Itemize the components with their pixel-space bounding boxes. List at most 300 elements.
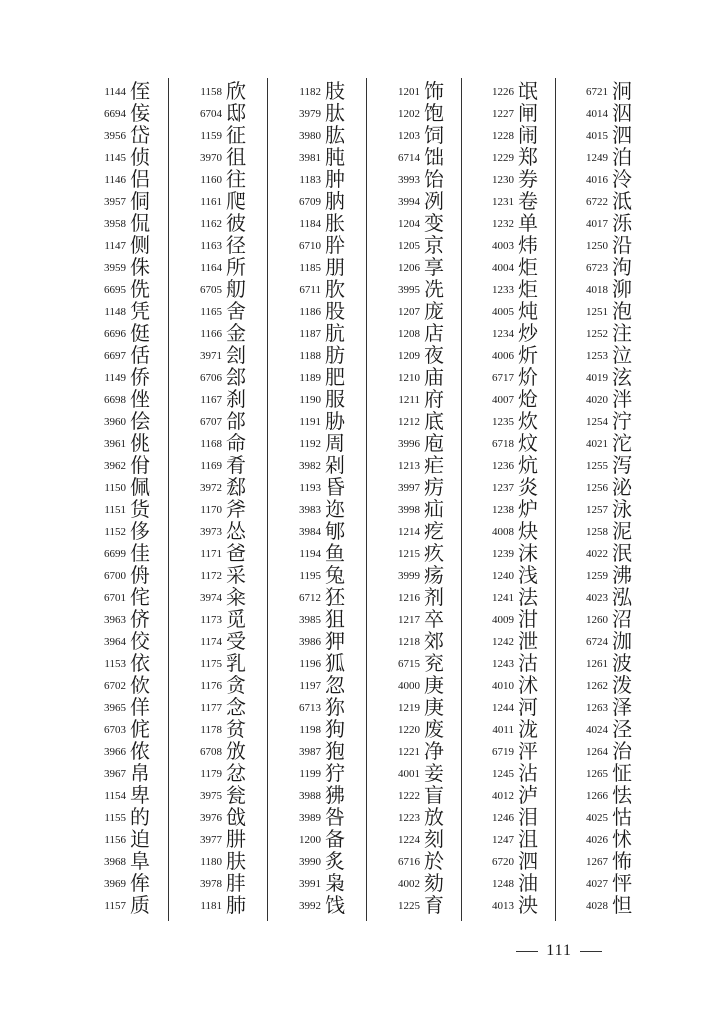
entry-number: 1202 — [398, 108, 420, 120]
character-entry — [279, 696, 375, 718]
character-entry — [279, 388, 375, 410]
character-entry — [472, 762, 568, 784]
entry-character: 泔 — [518, 607, 538, 631]
entry-character: 废 — [424, 717, 444, 741]
entry-character: 郊 — [424, 629, 444, 653]
character-entry — [279, 454, 375, 476]
entry-number: 1203 — [398, 130, 420, 142]
character-entry — [472, 344, 568, 366]
entry-number: 1159 — [200, 130, 222, 142]
character-entry — [378, 168, 474, 190]
character-entry — [378, 432, 474, 454]
entry-character: 金 — [226, 321, 246, 345]
entry-number: 3961 — [104, 438, 126, 450]
character-entry — [566, 872, 662, 894]
character-entry — [180, 278, 276, 300]
entry-number: 1181 — [200, 900, 222, 912]
entry-character: 怔 — [612, 761, 632, 785]
character-entry — [84, 762, 180, 784]
character-entry — [472, 850, 568, 872]
entry-number: 4005 — [492, 306, 514, 318]
entry-number: 1211 — [398, 394, 420, 406]
entry-number: 1197 — [299, 680, 321, 692]
character-column-3 — [279, 80, 375, 930]
entry-character: 佯 — [130, 695, 150, 719]
entry-character: 泱 — [518, 893, 538, 917]
character-entry — [84, 300, 180, 322]
entry-number: 1147 — [104, 240, 126, 252]
entry-number: 1182 — [299, 86, 321, 98]
character-entry — [472, 432, 568, 454]
character-entry — [378, 520, 474, 542]
entry-character: 狗 — [325, 717, 345, 741]
entry-number: 1257 — [586, 504, 608, 516]
entry-number: 6702 — [104, 680, 126, 692]
entry-character: 油 — [518, 871, 538, 895]
character-entry — [472, 564, 568, 586]
entry-number: 6694 — [104, 108, 126, 120]
character-entry — [378, 300, 474, 322]
character-entry — [180, 630, 276, 652]
character-entry — [180, 718, 276, 740]
character-entry — [84, 212, 180, 234]
entry-number: 1151 — [104, 504, 126, 516]
character-entry — [279, 828, 375, 850]
entry-number: 3974 — [200, 592, 222, 604]
character-entry — [566, 674, 662, 696]
entry-character: 盲 — [424, 783, 444, 807]
entry-character: 浅 — [518, 563, 538, 587]
entry-number: 1267 — [586, 856, 608, 868]
entry-number: 1245 — [492, 768, 514, 780]
entry-number: 4022 — [586, 548, 608, 560]
character-entry — [84, 256, 180, 278]
entry-number: 4014 — [586, 108, 608, 120]
entry-character: 迫 — [130, 827, 150, 851]
entry-number: 1265 — [586, 768, 608, 780]
entry-number: 1169 — [200, 460, 222, 472]
character-entry — [566, 894, 662, 916]
entry-character: 泥 — [612, 519, 632, 543]
entry-number: 4024 — [586, 724, 608, 736]
entry-number: 1217 — [398, 614, 420, 626]
entry-number: 1155 — [104, 812, 126, 824]
entry-character: 育 — [424, 893, 444, 917]
entry-number: 3965 — [104, 702, 126, 714]
entry-number: 1146 — [104, 174, 126, 186]
character-entry — [472, 454, 568, 476]
entry-number: 1190 — [299, 394, 321, 406]
character-entry — [472, 124, 568, 146]
entry-character: 贪 — [226, 673, 246, 697]
character-entry — [84, 696, 180, 718]
entry-number: 3957 — [104, 196, 126, 208]
character-entry — [279, 190, 375, 212]
entry-character: 於 — [424, 849, 444, 873]
entry-character: 籴 — [226, 585, 246, 609]
entry-number: 1196 — [299, 658, 321, 670]
character-entry — [279, 344, 375, 366]
entry-number: 3985 — [299, 614, 321, 626]
character-entry — [84, 476, 180, 498]
entry-number: 3995 — [398, 284, 420, 296]
entry-character: 炌 — [518, 365, 538, 389]
entry-number: 3963 — [104, 614, 126, 626]
entry-number: 1184 — [299, 218, 321, 230]
entry-character: 肤 — [226, 849, 246, 873]
character-entry — [180, 476, 276, 498]
character-entry — [180, 608, 276, 630]
entry-character: 狐 — [325, 651, 345, 675]
entry-number: 1168 — [200, 438, 222, 450]
entry-character: 疙 — [424, 519, 444, 543]
entry-character: 肢 — [325, 79, 345, 103]
entry-number: 6710 — [299, 240, 321, 252]
character-entry — [84, 80, 180, 102]
entry-character: 河 — [518, 695, 538, 719]
entry-number: 1261 — [586, 658, 608, 670]
character-entry — [378, 256, 474, 278]
entry-number: 6714 — [398, 152, 420, 164]
character-entry — [566, 190, 662, 212]
character-entry — [84, 674, 180, 696]
character-entry — [279, 652, 375, 674]
entry-character: 邸 — [226, 101, 246, 125]
character-column-6 — [566, 80, 662, 930]
character-entry — [378, 322, 474, 344]
character-entry — [84, 740, 180, 762]
character-entry — [378, 344, 474, 366]
entry-number: 3966 — [104, 746, 126, 758]
entry-character: 泗 — [612, 123, 632, 147]
entry-number: 1251 — [586, 306, 608, 318]
entry-number: 4012 — [492, 790, 514, 802]
character-entry — [84, 828, 180, 850]
entry-number: 1185 — [299, 262, 321, 274]
entry-number: 1210 — [398, 372, 420, 384]
entry-character: 放 — [424, 805, 444, 829]
character-entry — [279, 498, 375, 520]
character-entry — [378, 212, 474, 234]
entry-number: 3979 — [299, 108, 321, 120]
entry-character: 兖 — [424, 651, 444, 675]
entry-character: 泻 — [612, 453, 632, 477]
entry-number: 3980 — [299, 130, 321, 142]
entry-character: 泮 — [612, 387, 632, 411]
entry-character: 侔 — [130, 871, 150, 895]
entry-number: 1212 — [398, 416, 420, 428]
entry-character: 狎 — [325, 629, 345, 653]
entry-number: 1248 — [492, 878, 514, 890]
character-entry — [566, 784, 662, 806]
character-entry — [472, 300, 568, 322]
entry-number: 3983 — [299, 504, 321, 516]
character-entry — [180, 542, 276, 564]
entry-character: 胀 — [325, 211, 345, 235]
entry-number: 6701 — [104, 592, 126, 604]
entry-number: 6716 — [398, 856, 420, 868]
entry-character: 侂 — [130, 717, 150, 741]
character-entry — [279, 630, 375, 652]
entry-number: 1180 — [200, 856, 222, 868]
entry-number: 1218 — [398, 636, 420, 648]
character-entry — [566, 542, 662, 564]
entry-number: 4017 — [586, 218, 608, 230]
entry-number: 1148 — [104, 306, 126, 318]
entry-character: 凭 — [130, 299, 150, 323]
entry-number: 6703 — [104, 724, 126, 736]
character-column-2 — [180, 80, 276, 930]
character-entry — [472, 146, 568, 168]
entry-character: 泳 — [612, 497, 632, 521]
character-entry — [472, 740, 568, 762]
character-entry — [84, 322, 180, 344]
entry-number: 1183 — [299, 174, 321, 186]
character-entry — [180, 520, 276, 542]
entry-character: 彼 — [226, 211, 246, 235]
entry-character: 采 — [226, 563, 246, 587]
character-entry — [84, 278, 180, 300]
entry-character: 肴 — [226, 453, 246, 477]
entry-number: 1157 — [104, 900, 126, 912]
entry-number: 1253 — [586, 350, 608, 362]
entry-character: 卒 — [424, 607, 444, 631]
entry-number: 1214 — [398, 526, 420, 538]
entry-character: 炉 — [518, 497, 538, 521]
entry-number: 1170 — [200, 504, 222, 516]
character-entry — [378, 498, 474, 520]
entry-character: 饴 — [424, 167, 444, 191]
character-entry — [84, 850, 180, 872]
entry-character: 肥 — [325, 365, 345, 389]
entry-number: 3997 — [398, 482, 420, 494]
entry-character: 径 — [226, 233, 246, 257]
character-entry — [279, 894, 375, 916]
entry-character: 庖 — [424, 431, 444, 455]
entry-character: 服 — [325, 387, 345, 411]
entry-number: 1208 — [398, 328, 420, 340]
entry-character: 泣 — [612, 343, 632, 367]
character-entry — [180, 850, 276, 872]
entry-number: 1260 — [586, 614, 608, 626]
character-entry — [472, 102, 568, 124]
entry-number: 4019 — [586, 372, 608, 384]
entry-number: 3970 — [200, 152, 222, 164]
entry-number: 6718 — [492, 438, 514, 450]
entry-character: 侳 — [130, 387, 150, 411]
character-entry — [279, 718, 375, 740]
entry-number: 3999 — [398, 570, 420, 582]
entry-number: 1233 — [492, 284, 514, 296]
character-entry — [472, 806, 568, 828]
entry-character: 舠 — [226, 277, 246, 301]
character-entry — [84, 344, 180, 366]
character-entry — [566, 850, 662, 872]
entry-number: 3977 — [200, 834, 222, 846]
entry-number: 6696 — [104, 328, 126, 340]
character-entry — [84, 168, 180, 190]
entry-character: 怛 — [612, 893, 632, 917]
character-entry — [472, 498, 568, 520]
character-entry — [566, 388, 662, 410]
character-entry — [84, 894, 180, 916]
entry-number: 3992 — [299, 900, 321, 912]
character-entry — [279, 762, 375, 784]
entry-number: 3975 — [200, 790, 222, 802]
entry-number: 1252 — [586, 328, 608, 340]
entry-character: 京 — [424, 233, 444, 257]
character-entry — [84, 542, 180, 564]
character-entry — [566, 608, 662, 630]
entry-number: 1171 — [200, 548, 222, 560]
character-entry — [378, 102, 474, 124]
character-entry — [378, 828, 474, 850]
entry-number: 4028 — [586, 900, 608, 912]
character-entry — [566, 806, 662, 828]
entry-number: 6704 — [200, 108, 222, 120]
entry-number: 1173 — [200, 614, 222, 626]
entry-number: 4002 — [398, 878, 420, 890]
character-entry — [378, 190, 474, 212]
character-entry — [472, 234, 568, 256]
character-entry — [378, 718, 474, 740]
character-entry — [84, 630, 180, 652]
character-entry — [279, 124, 375, 146]
character-entry — [472, 190, 568, 212]
entry-number: 1167 — [200, 394, 222, 406]
entry-number: 1262 — [586, 680, 608, 692]
character-entry — [180, 828, 276, 850]
entry-number: 3973 — [200, 526, 222, 538]
entry-character: 府 — [424, 387, 444, 411]
entry-character: 帛 — [130, 761, 150, 785]
entry-character: 劾 — [424, 871, 444, 895]
character-column-4 — [378, 80, 474, 930]
character-entry — [279, 564, 375, 586]
entry-number: 3962 — [104, 460, 126, 472]
character-entry — [180, 872, 276, 894]
character-entry — [472, 542, 568, 564]
entry-number: 1198 — [299, 724, 321, 736]
character-entry — [566, 212, 662, 234]
character-entry — [84, 454, 180, 476]
entry-character: 饰 — [424, 79, 444, 103]
entry-number: 3986 — [299, 636, 321, 648]
character-entry — [472, 872, 568, 894]
character-entry — [378, 146, 474, 168]
entry-character: 肫 — [325, 145, 345, 169]
character-entry — [180, 652, 276, 674]
entry-number: 4001 — [398, 768, 420, 780]
entry-number: 1206 — [398, 262, 420, 274]
character-entry — [566, 146, 662, 168]
entry-character: 泖 — [612, 277, 632, 301]
entry-number: 1175 — [200, 658, 222, 670]
character-entry — [279, 300, 375, 322]
entry-character: 枭 — [325, 871, 345, 895]
character-entry — [566, 322, 662, 344]
entry-character: 侦 — [130, 145, 150, 169]
entry-number: 1152 — [104, 526, 126, 538]
entry-character: 肪 — [325, 343, 345, 367]
entry-character: 炆 — [518, 431, 538, 455]
entry-character: 怵 — [612, 827, 632, 851]
entry-number: 1236 — [492, 460, 514, 472]
entry-character: 侗 — [130, 189, 150, 213]
entry-character: 沾 — [518, 761, 538, 785]
character-entry — [180, 256, 276, 278]
character-entry — [279, 850, 375, 872]
entry-character: 怯 — [612, 783, 632, 807]
entry-character: 泫 — [612, 365, 632, 389]
entry-number: 1199 — [299, 768, 321, 780]
character-entry — [279, 806, 375, 828]
character-entry — [180, 806, 276, 828]
entry-number: 4006 — [492, 350, 514, 362]
character-entry — [472, 476, 568, 498]
entry-character: 狉 — [325, 585, 345, 609]
character-entry — [279, 102, 375, 124]
entry-character: 兔 — [325, 563, 345, 587]
character-entry — [279, 410, 375, 432]
entry-number: 1227 — [492, 108, 514, 120]
entry-number: 1153 — [104, 658, 126, 670]
entry-number: 3989 — [299, 812, 321, 824]
entry-number: 1163 — [200, 240, 222, 252]
entry-character: 鱼 — [325, 541, 345, 565]
character-entry — [279, 366, 375, 388]
character-column-1 — [84, 80, 180, 930]
entry-number: 3991 — [299, 878, 321, 890]
character-entry — [84, 388, 180, 410]
character-entry — [472, 168, 568, 190]
entry-character: 胁 — [325, 409, 345, 433]
character-entry — [180, 410, 276, 432]
character-entry — [84, 872, 180, 894]
entry-character: 乳 — [226, 651, 246, 675]
entry-character: 饯 — [325, 893, 345, 917]
entry-character: 狒 — [325, 783, 345, 807]
entry-number: 3993 — [398, 174, 420, 186]
entry-number: 1178 — [200, 724, 222, 736]
character-entry — [378, 696, 474, 718]
character-entry — [566, 168, 662, 190]
entry-number: 1243 — [492, 658, 514, 670]
entry-character: 炘 — [518, 343, 538, 367]
entry-character: 肱 — [325, 123, 345, 147]
entry-character: 怦 — [612, 871, 632, 895]
character-entry — [279, 212, 375, 234]
entry-character: 货 — [130, 497, 150, 521]
entry-character: 侨 — [130, 365, 150, 389]
entry-character: 佻 — [130, 431, 150, 455]
entry-character: 底 — [424, 409, 444, 433]
entry-number: 3994 — [398, 196, 420, 208]
character-entry — [84, 564, 180, 586]
entry-character: 侈 — [130, 519, 150, 543]
entry-number: 1242 — [492, 636, 514, 648]
entry-character: 侧 — [130, 233, 150, 257]
entry-character: 咎 — [325, 805, 345, 829]
entry-number: 1165 — [200, 306, 222, 318]
entry-number: 4004 — [492, 262, 514, 274]
entry-character: 迩 — [325, 497, 345, 521]
entry-number: 1144 — [104, 86, 126, 98]
entry-number: 3960 — [104, 416, 126, 428]
entry-character: 炊 — [518, 409, 538, 433]
entry-character: 疟 — [424, 453, 444, 477]
character-entry — [84, 784, 180, 806]
